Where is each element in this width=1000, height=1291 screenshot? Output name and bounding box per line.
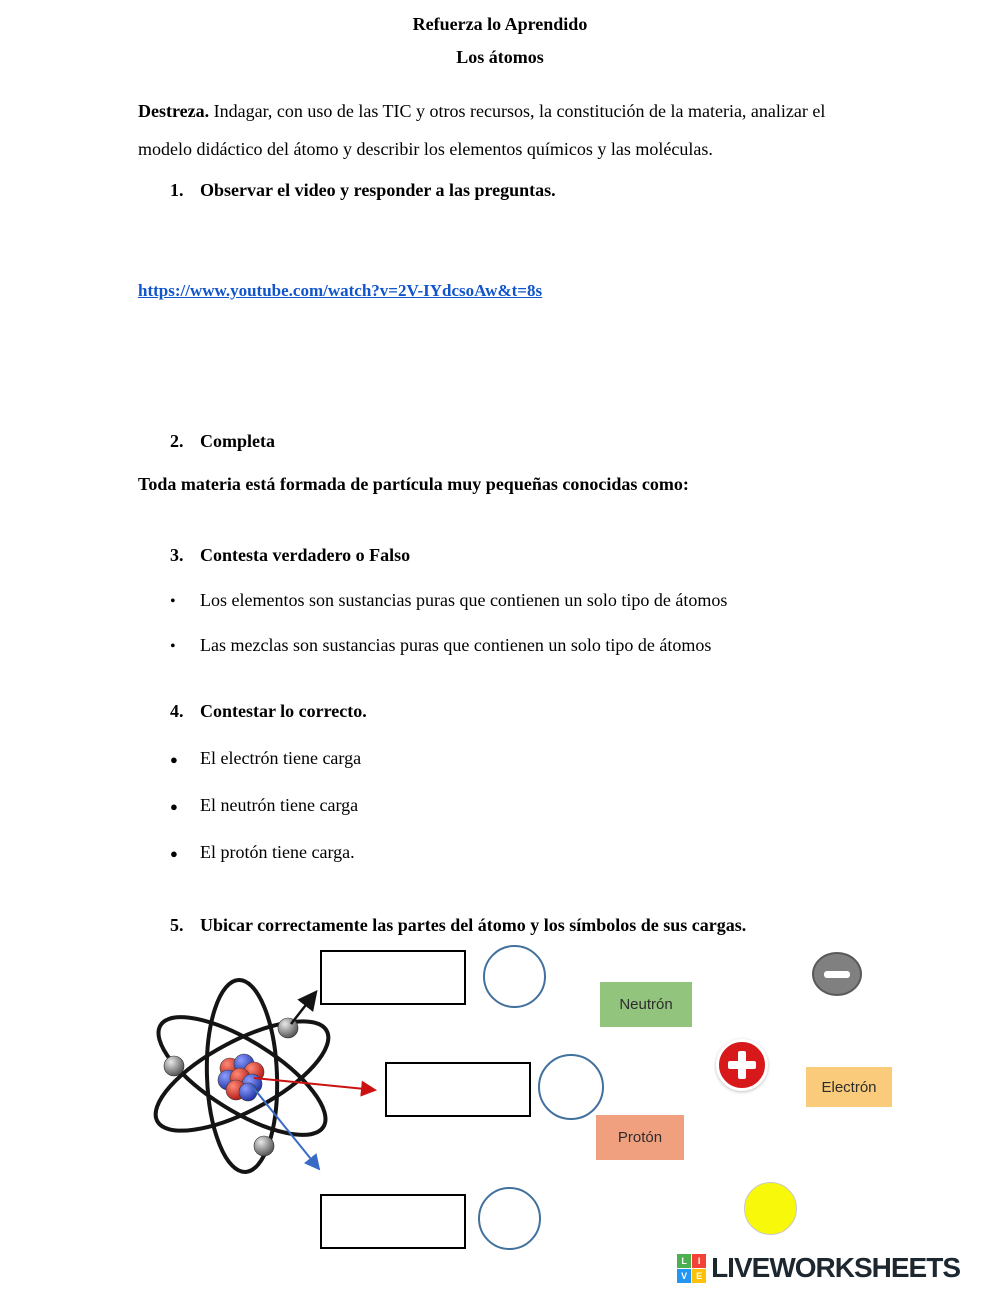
liveworksheets-logo: [677, 1252, 960, 1284]
answer-circle-middle[interactable]: [538, 1054, 604, 1120]
question-3-text: Contesta verdadero o Falso: [200, 545, 411, 565]
question-2-text: Completa: [200, 431, 275, 451]
question-4-text: Contestar lo correcto.: [200, 701, 367, 721]
logo-square-v: V: [677, 1269, 691, 1283]
question-4: [170, 701, 1000, 722]
charge-statement-proton: [170, 842, 1000, 863]
bullet-marker: ●: [170, 799, 178, 814]
destreza-label: Destreza.: [138, 101, 210, 121]
question-1-number: 1.: [170, 180, 184, 200]
question-5: [170, 915, 1000, 936]
logo-square-e: E: [692, 1269, 706, 1283]
charge-statement-neutron-text: El neutrón tiene carga: [200, 795, 359, 815]
page-subtitle: Los átomos: [456, 47, 544, 67]
charge-statement-electron: [170, 748, 1000, 769]
question-5-number: 5.: [170, 915, 184, 935]
answer-box-top[interactable]: [320, 950, 466, 1005]
bullet-marker: ●: [170, 752, 178, 767]
plus-charge-symbol[interactable]: [716, 1039, 768, 1091]
neutral-charge-symbol[interactable]: [744, 1182, 797, 1235]
charge-statement-proton-text: El protón tiene carga.: [200, 842, 355, 862]
video-link[interactable]: https://www.youtube.com/watch?v=2V-IYdcsoAw&t=8s: [138, 281, 543, 300]
question-2: [170, 431, 1000, 452]
nucleus: [218, 1054, 264, 1101]
plus-icon: [738, 1051, 746, 1079]
bullet-marker: ●: [170, 846, 178, 861]
answer-box-middle[interactable]: [385, 1062, 531, 1117]
liveworksheets-wordmark: LIVEWORKSHEETS: [711, 1252, 960, 1283]
question-4-number: 4.: [170, 701, 184, 721]
tf-statement-1: [170, 590, 1000, 611]
question-3: [170, 545, 1000, 566]
charge-statement-neutron: [170, 795, 1000, 816]
question-5-text: Ubicar correctamente las partes del átomo y los símbolos de sus cargas.: [200, 915, 747, 935]
destreza-text: Indagar, con uso de las TIC y otros recursos, la constitución de la materia, analizar el modelo didáctico del átomo y describir los elementos químicos y las moléculas.: [138, 101, 826, 159]
question-1: [170, 180, 1000, 201]
logo-square-l: L: [677, 1254, 691, 1268]
answer-box-bottom[interactable]: [320, 1194, 466, 1249]
label-proton[interactable]: Protón: [596, 1115, 684, 1160]
logo-square-i: I: [692, 1254, 706, 1268]
tf-statement-2-text: Las mezclas son sustancias puras que contienen un solo tipo de átomos: [200, 635, 712, 655]
bullet-marker: •: [170, 593, 176, 610]
minus-icon: [824, 971, 850, 978]
destreza-paragraph: [138, 92, 880, 168]
tf-statement-1-text: Los elementos son sustancias puras que contienen un solo tipo de átomos: [200, 590, 728, 610]
answer-circle-bottom[interactable]: [478, 1187, 541, 1250]
question-2-number: 2.: [170, 431, 184, 451]
atom-illustration: [140, 970, 345, 1182]
minus-charge-symbol[interactable]: [812, 952, 862, 996]
atom-labeling-diagram: [0, 942, 1000, 1260]
question-3-number: 3.: [170, 545, 184, 565]
page-title: Refuerza lo Aprendido: [412, 14, 588, 34]
charge-statement-electron-text: El electrón tiene carga: [200, 748, 362, 768]
question-2-statement: Toda materia está formada de partícula muy pequeñas conocidas como:: [138, 474, 689, 494]
answer-circle-top[interactable]: [483, 945, 546, 1008]
tf-statement-2: [170, 635, 1000, 656]
liveworksheets-icon: [677, 1254, 706, 1283]
question-1-text: Observar el video y responder a las preguntas.: [200, 180, 556, 200]
bullet-marker: •: [170, 638, 176, 655]
label-electron[interactable]: Electrón: [806, 1067, 892, 1107]
label-neutron[interactable]: Neutrón: [600, 982, 692, 1027]
